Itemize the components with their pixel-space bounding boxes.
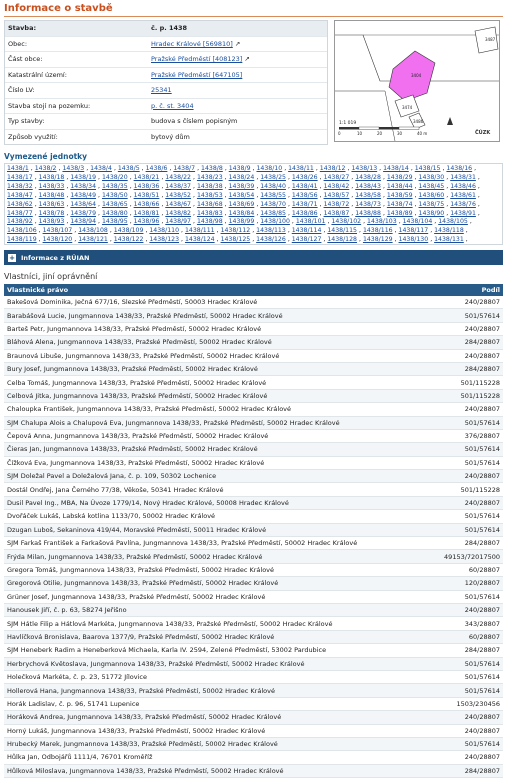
owner-share: 284/28807 (429, 362, 503, 375)
owner-name: Čížková Eva, Jungmannova 1438/33, Pražské Předměstí, 50002 Hradec Králové (4, 456, 429, 469)
unit-link[interactable]: 1438/27 (323, 173, 350, 181)
unit-link[interactable]: 1438/112 (220, 227, 251, 235)
owner-share: 1503/230456 (429, 697, 503, 710)
owner-name: Bury Josef, Jungmannova 1438/33, Pražské Předměstí, 50002 Hradec Králové (4, 362, 429, 375)
unit-link[interactable]: 1438/121 (78, 236, 108, 244)
map-scale: 1:1 019 (339, 121, 357, 126)
info-value: č. p. 1438 (151, 24, 188, 32)
owners-table (4, 284, 503, 778)
unit-link[interactable]: 1438/67 (165, 200, 191, 208)
unit-link[interactable]: 1438/34 (70, 182, 97, 190)
unit-link[interactable]: 1438/18 (38, 173, 65, 181)
unit-link[interactable]: 1438/89 (386, 209, 413, 217)
owner-name: Frýda Milan, Jungmannova 1438/33, Pražské Předměstí, 50002 Hradec Králové (4, 550, 429, 563)
unit-link[interactable]: 1438/26 (291, 173, 318, 181)
owner-name: Holečková Markéta, č. p. 23, 51772 Jílovice (4, 670, 429, 683)
unit-link[interactable]: 1438/73 (355, 200, 381, 208)
unit-link[interactable]: 1438/14 (383, 165, 409, 172)
unit-link[interactable]: 1438/46 (450, 182, 476, 190)
ruian-label: Informace z RÚIAN (21, 253, 90, 262)
owner-share: 240/28807 (429, 403, 503, 416)
table-row (4, 429, 503, 442)
table-row (4, 443, 503, 456)
table-row (4, 764, 503, 777)
table-row (4, 563, 503, 576)
map-tick: 30 (397, 131, 403, 136)
owner-name: Celbová Jitka, Jungmannova 1438/33, Pražské Předměstí, 50002 Hradec Králové (4, 389, 429, 402)
info-row-lv (5, 83, 327, 99)
unit-link[interactable]: 1438/118 (434, 227, 464, 235)
katastr-link[interactable]: Pražské Předměstí [647105] (151, 70, 243, 79)
unit-link[interactable]: 1438/119 (7, 236, 37, 244)
table-row (4, 416, 503, 429)
owner-name: Hanousek Jiří, č. p. 63, 58274 Jeřišno (4, 603, 429, 616)
unit-link[interactable]: 1438/59 (386, 191, 413, 199)
unit-link[interactable]: 1438/116 (362, 227, 393, 235)
unit-link[interactable]: 1438/49 (70, 191, 97, 199)
unit-link[interactable]: 1438/39 (228, 182, 255, 190)
owner-name: Herbrychová Květoslava, Jungmannova 1438/33, Pražské Předměstí, 50002 Hradec Králové (4, 657, 429, 670)
table-row (4, 523, 503, 536)
table-row (4, 603, 503, 616)
unit-link[interactable]: 1438/92 (7, 218, 33, 226)
info-key: Část obce: (8, 55, 43, 63)
unit-link[interactable]: 1438/31 (450, 173, 476, 181)
units-section (4, 151, 503, 245)
unit-link[interactable]: 1438/22 (165, 173, 191, 181)
unit-link[interactable]: 1438/86 (291, 209, 318, 217)
unit-link[interactable]: 1438/20 (101, 173, 128, 181)
unit-link[interactable]: 1438/93 (38, 218, 65, 226)
owner-name: Čepová Anna, Jungmannova 1438/33, Pražské Předměstí, 50002 Hradec Králové (4, 429, 429, 442)
unit-link[interactable]: 1438/25 (260, 173, 286, 181)
unit-link[interactable]: 1438/23 (196, 173, 223, 181)
map-label: 3486 (413, 119, 424, 124)
unit-link[interactable]: 1438/105 (438, 218, 468, 226)
unit-link[interactable]: 1438/83 (196, 209, 223, 217)
owner-share: 240/28807 (429, 711, 503, 724)
unit-link[interactable]: 1438/82 (165, 209, 191, 217)
unit-link[interactable]: 1438/28 (355, 173, 381, 181)
info-row-katastr (5, 68, 327, 84)
unit-link[interactable]: 1438/45 (418, 182, 445, 190)
table-row (4, 711, 503, 724)
owner-share: 240/28807 (429, 470, 503, 483)
owner-share: 501/57614 (429, 657, 503, 670)
unit-link[interactable]: 1438/21 (133, 173, 160, 181)
unit-link[interactable]: 1438/77 (7, 209, 33, 217)
owner-name: Barteš Petr, Jungmannova 1438/33, Pražské Předměstí, 50002 Hradec Králové (4, 322, 429, 335)
info-key: Způsob využití: (8, 132, 58, 141)
owner-share: 501/115228 (429, 389, 503, 402)
owner-share: 501/57614 (429, 523, 503, 536)
unit-link[interactable]: 1438/109 (113, 227, 144, 235)
owner-name: Hollerová Hana, Jungmannova 1438/33, Pražské Předměstí, 50002 Hradec Králové (4, 684, 429, 697)
unit-link[interactable]: 1438/110 (149, 227, 180, 235)
table-row (4, 496, 503, 509)
unit-link[interactable]: 1438/51 (133, 191, 160, 199)
owner-share: 60/28807 (429, 630, 503, 643)
unit-link[interactable]: 1438/76 (450, 200, 476, 208)
unit-link[interactable]: 1438/97 (165, 218, 191, 226)
owner-name: Čieras Jan, Jungmannova 1438/33, Pražské Předměstí, 50002 Hradec Králové (4, 443, 429, 456)
unit-link[interactable]: 1438/57 (323, 191, 350, 199)
unit-link[interactable]: 1438/24 (228, 173, 255, 181)
unit-link[interactable]: 1438/117 (398, 227, 429, 235)
info-row-stavba (5, 21, 327, 37)
map-label: 3404 (411, 73, 422, 78)
unit-link[interactable]: 1438/69 (228, 200, 255, 208)
owner-name: Horáková Andrea, Jungmannova 1438/33, Pražské Předměstí, 50002 Hradec Králové (4, 711, 429, 724)
unit-link[interactable]: 1438/3 (62, 165, 85, 172)
unit-link[interactable]: 1438/15 (414, 165, 441, 172)
top-section (4, 20, 503, 145)
unit-link[interactable]: 1438/87 (323, 209, 350, 217)
unit-link[interactable]: 1438/55 (260, 191, 286, 199)
owner-name: Dvořáček Lukáš, Labská kotlina 1133/70, 50002 Hradec Králové (4, 510, 429, 523)
owner-share: 240/28807 (429, 322, 503, 335)
table-row (4, 376, 503, 389)
unit-link[interactable]: 1438/123 (149, 236, 180, 244)
owner-share: 501/57614 (429, 309, 503, 322)
unit-link[interactable]: 1438/5 (117, 165, 140, 172)
unit-link[interactable]: 1438/90 (418, 209, 445, 217)
owner-share: 501/115228 (429, 376, 503, 389)
owner-share: 501/57614 (429, 416, 503, 429)
unit-link[interactable]: 1438/48 (38, 191, 65, 199)
owner-name: SJM Doležal Pavel a Doležalová Jana, č. p. 109, 50302 Lochenice (4, 470, 429, 483)
table-row (4, 510, 503, 523)
owner-name: Chaloupka František, Jungmannova 1438/33, Pražské Předměstí, 50002 Hradec Králové (4, 403, 429, 416)
owner-name: Hůlková Miloslava, Jungmannova 1438/33, Pražské Předměstí, 50002 Hradec Králové (4, 764, 429, 777)
info-row-typ (5, 114, 327, 130)
table-row (4, 322, 503, 335)
unit-link[interactable]: 1438/47 (7, 191, 33, 199)
unit-link[interactable]: 1438/7 (173, 165, 196, 172)
unit-link[interactable]: 1438/101 (295, 218, 326, 226)
table-row (4, 456, 503, 469)
unit-link[interactable]: 1438/102 (331, 218, 362, 226)
owner-share: 240/28807 (429, 496, 503, 509)
unit-link[interactable]: 1438/1 (7, 165, 29, 172)
owners-title: Vlastníci, jiní oprávnění (4, 272, 98, 281)
table-row (4, 296, 503, 309)
unit-link[interactable]: 1438/52 (165, 191, 191, 199)
unit-link[interactable]: 1438/100 (260, 218, 290, 226)
plus-icon[interactable]: + (9, 253, 15, 262)
table-row (4, 670, 503, 683)
owner-share: 49153/72017500 (429, 550, 503, 563)
unit-link[interactable]: 1438/120 (42, 236, 73, 244)
unit-link[interactable]: 1438/99 (228, 218, 255, 226)
unit-link[interactable]: 1438/122 (113, 236, 144, 244)
table-row (4, 470, 503, 483)
owner-name: Bláhová Alena, Jungmannova 1438/33, Pražské Předměstí, 50002 Hradec Králové (4, 336, 429, 349)
owner-share: 501/57614 (429, 510, 503, 523)
info-value: bytový dům (151, 132, 190, 141)
unit-link[interactable]: 1438/61 (450, 191, 476, 199)
owner-share: 284/28807 (429, 764, 503, 777)
unit-link[interactable]: 1438/54 (228, 191, 255, 199)
unit-link[interactable]: 1438/68 (196, 200, 223, 208)
map-label: 3487 (485, 37, 496, 42)
unit-link[interactable]: 1438/88 (355, 209, 381, 217)
table-row (4, 362, 503, 375)
map-tick: 10 (357, 131, 363, 136)
unit-link[interactable]: 1438/72 (323, 200, 350, 208)
table-row (4, 724, 503, 737)
owner-name: SJM Hátle Filip a Hátlová Markéta, Jungmannova 1438/33, Pražské Předměstí, 50002 Hradec Králové (4, 617, 429, 630)
owner-name: Dusil Pavel Ing., MBA, Na Úvoze 1779/14, Nový Hradec Králové, 50008 Hradec Králové (4, 496, 429, 509)
unit-link[interactable]: 1438/41 (291, 182, 318, 190)
unit-link[interactable]: 1438/96 (133, 218, 160, 226)
unit-link[interactable]: 1438/11 (288, 165, 314, 172)
owner-name: Havlíčková Bronislava, Baarova 1377/9, Pražské Předměstí, 50002 Hradec Králové (4, 630, 429, 643)
unit-link[interactable]: 1438/16 (446, 165, 473, 172)
table-row (4, 751, 503, 764)
unit-link[interactable]: 1438/12 (319, 165, 346, 172)
info-key: Katastrální území: (8, 70, 67, 79)
unit-link[interactable]: 1438/29 (386, 173, 413, 181)
owner-name: Dostál Ondřej, Jana Černého 77/38, Věkoše, 50341 Hradec Králové (4, 483, 429, 496)
page-title: Informace o stavbě (4, 3, 113, 14)
info-key: Stavba stojí na pozemku: (8, 101, 91, 110)
cast-obce-link[interactable]: Pražské Předměstí [408123] (151, 55, 243, 63)
owner-name: Horný Lukáš, Jungmannova 1438/33, Pražské Předměstí, 50002 Hradec Králové (4, 724, 429, 737)
owner-share: 343/28807 (429, 617, 503, 630)
owner-name: Gregorová Otilie, Jungmannova 1438/33, Pražské Předměstí, 50002 Hradec Králové (4, 577, 429, 590)
table-row (4, 309, 503, 322)
unit-link[interactable]: 1438/106 (7, 227, 37, 235)
unit-link[interactable]: 1438/9 (228, 165, 251, 172)
owner-share: 240/28807 (429, 349, 503, 362)
info-key: Typ stavby: (8, 117, 45, 125)
owner-name: SJM Heneberk Radim a Heneberková Michaela, Karla IV. 2594, Zelené Předměstí, 53002 Pardubice (4, 644, 429, 657)
table-row (4, 630, 503, 643)
unit-link[interactable]: 1438/33 (38, 182, 65, 190)
owner-share: 120/28807 (429, 577, 503, 590)
unit-link[interactable]: 1438/91 (450, 209, 476, 217)
owner-name: Hrubecký Marek, Jungmannova 1438/33, Pražské Předměstí, 50002 Hradec Králové (4, 737, 429, 750)
owner-share: 240/28807 (429, 751, 503, 764)
unit-link[interactable]: 1438/98 (196, 218, 223, 226)
unit-link[interactable]: 1438/6 (145, 165, 168, 172)
units-title: Vymezené jednotky (4, 152, 88, 161)
external-link-icon[interactable]: ↗ (244, 55, 250, 63)
unit-link[interactable]: 1438/35 (101, 182, 128, 190)
unit-link[interactable]: 1438/126 (256, 236, 286, 244)
owner-name: Gregora Tomáš, Jungmannova 1438/33, Pražské Předměstí, 50002 Hradec Králové (4, 563, 429, 576)
unit-link[interactable]: 1438/84 (228, 209, 255, 217)
unit-link[interactable]: 1438/56 (291, 191, 318, 199)
owner-share: 240/28807 (429, 724, 503, 737)
table-row (4, 550, 503, 563)
unit-link[interactable]: 1438/40 (260, 182, 286, 190)
owner-name: Dzugan Luboš, Sekaninova 419/44, Moravské Předměstí, 50011 Hradec Králové (4, 523, 429, 536)
units-list: 1438/1 , 1438/2 , 1438/3 , 1438/4 , 1438/5 , 1438/6 , 1438/7 , 1438/8 , 1438/9 , 1438/10 , 1438/11 , 1438/12 , 1438/13 , 1438/14 , 1438/15 , 1438/16 , 1438/17 , 1438/18 , 1438/19 , 1438/20 , 1438/21 , 1438/22 , 1438/23 , 1438/24 , 1438/25 , 1438/26 , 1438/27 , 1438/28 , 1438/29 , 1438/30 , 1438/31 , 1438/32 , 1438/33 , 1438/34 , 1438/35 , 1438/36 , 1438/37 , 1438/38 , 1438/39 , 1438/40 , 1438/41 , 1438/42 , 1438/43 , 1438/44 , 1438/45 , 1438/46 , 1438/47 , 1438/48 , 1438/49 , 1438/50 , 1438/51 , 1438/52 , 1438/53 , 1438/54 , 1438/55 , 1438/56 , 1438/57 , 1438/58 , 1438/59 , 1438/60 , 1438/61 , 1438/62 , 1438/63 , 1438/64 , 1438/65 , 1438/66 , 1438/67 , 1438/68 , 1438/69 , 1438/70 , 1438/71 , 1438/72 , 1438/73 , 1438/74 , 1438/75 , 1438/76 , 1438/77 , 1438/78 , 1438/79 , 1438/80 , 1438/81 , 1438/82 , 1438/83 , 1438/84 , 1438/85 , 1438/86 , 1438/87 , 1438/88 , 1438/89 , 1438/90 , 1438/91 , 1438/92 , 1438/93 , 1438/94 , 1438/95 , 1438/96 , 1438/97 , 1438/98 , 1438/99 , 1438/100 , 1438/101 , 1438/102 , 1438/103 , 1438/104 , 1438/105 , 1438/106 , 1438/107 , 1438/108 , 1438/109 , 1438/110 , 1438/111 , 1438/112 , 1438/113 , 1438/114 , 1438/115 , 1438/116 , 1438/117 , 1438/118 , 1438/119 , 1438/120 , 1438/121 , 1438/122 , 1438/123 , 1438/124 , 1438/125 , 1438/126 , 1438/127 , 1438/128 , 1438/129 , 1438/130 , 1438/131 , (4, 163, 503, 245)
owner-share: 501/57614 (429, 737, 503, 750)
unit-link[interactable]: 1438/114 (291, 227, 322, 235)
unit-link[interactable]: 1438/53 (196, 191, 223, 199)
unit-link[interactable]: 1438/38 (196, 182, 223, 190)
pozemek-link[interactable]: p. č. st. 3404 (151, 101, 194, 110)
col-owner-header: Vlastnické právo (4, 284, 429, 296)
ruian-toggle[interactable] (4, 250, 503, 265)
table-row (4, 737, 503, 750)
unit-link[interactable]: 1438/42 (323, 182, 350, 190)
unit-link[interactable]: 1438/63 (38, 200, 65, 208)
unit-link[interactable]: 1438/37 (165, 182, 191, 190)
owner-share: 501/57614 (429, 456, 503, 469)
unit-link[interactable]: 1438/79 (70, 209, 97, 217)
unit-link[interactable]: 1438/85 (260, 209, 286, 217)
info-key: Číslo LV: (8, 86, 35, 94)
owner-share: 240/28807 (429, 603, 503, 616)
owner-name: Grüner Josef, Jungmannova 1438/33, Pražské Předměstí, 50002 Hradec Králové (4, 590, 429, 603)
unit-link[interactable]: 1438/30 (418, 173, 445, 181)
building-info-table (4, 20, 328, 145)
unit-link[interactable]: 1438/131 (434, 236, 464, 244)
unit-link[interactable]: 1438/80 (101, 209, 128, 217)
owner-share: 501/57614 (429, 590, 503, 603)
unit-link[interactable]: 1438/95 (101, 218, 128, 226)
unit-link[interactable]: 1438/78 (38, 209, 65, 217)
unit-link[interactable]: 1438/111 (184, 227, 215, 235)
unit-link[interactable]: 1438/104 (402, 218, 433, 226)
owner-share: 60/28807 (429, 563, 503, 576)
unit-link[interactable]: 1438/74 (386, 200, 413, 208)
unit-link[interactable]: 1438/4 (90, 165, 112, 172)
map-tick: 40 m (417, 131, 428, 136)
unit-link[interactable]: 1438/36 (133, 182, 160, 190)
unit-link[interactable]: 1438/32 (7, 182, 33, 190)
map-drawing (335, 21, 499, 141)
obec-link[interactable]: Hradec Králové [569810] (151, 39, 233, 48)
unit-link[interactable]: 1438/71 (291, 200, 318, 208)
owner-share: 501/115228 (429, 483, 503, 496)
map-label: 3474 (402, 105, 413, 110)
unit-link[interactable]: 1438/94 (70, 218, 97, 226)
table-row (4, 483, 503, 496)
unit-link[interactable]: 1438/2 (34, 165, 57, 172)
unit-link[interactable]: 1438/103 (367, 218, 397, 226)
owner-name: SJM Chalupa Alois a Chalupová Eva, Jungmannova 1438/33, Pražské Předměstí, 50002 Hradec Králové (4, 416, 429, 429)
table-row (4, 590, 503, 603)
info-row-vyuziti (5, 130, 327, 145)
cuzk-logo: ČÚZK (475, 130, 491, 136)
unit-link[interactable]: 1438/64 (70, 200, 97, 208)
info-key: Stavba: (8, 24, 37, 32)
unit-link[interactable]: 1438/128 (327, 236, 357, 244)
external-link-icon[interactable]: ↗ (234, 39, 241, 48)
info-value: budova s číslem popisným (151, 117, 238, 125)
table-row (4, 349, 503, 362)
unit-link[interactable]: 1438/124 (184, 236, 215, 244)
info-key: Obec: (8, 39, 28, 48)
map-tick: 20 (377, 131, 383, 136)
info-row-cast-obce (5, 52, 327, 68)
north-arrow-icon (447, 117, 453, 125)
info-row-pozemek (5, 99, 327, 115)
owner-share: 284/28807 (429, 644, 503, 657)
owner-name: Bakešová Dominika, Ječná 677/16, Slezské Předměstí, 50003 Hradec Králové (4, 296, 429, 309)
owner-name: SJM Farkaš František a Farkašová Pavlína, Jungmannova 1438/33, Pražské Předměstí, 50002 Hradec Králové (4, 537, 429, 550)
unit-link[interactable]: 1438/125 (220, 236, 251, 244)
unit-link[interactable]: 1438/10 (256, 165, 283, 172)
table-row (4, 537, 503, 550)
map-tick: 0 (338, 131, 341, 136)
unit-link[interactable]: 1438/50 (101, 191, 128, 199)
table-row (4, 577, 503, 590)
owner-name: Braunová Libuše, Jungmannova 1438/33, Pražské Předměstí, 50002 Hradec Králové (4, 349, 429, 362)
unit-link[interactable]: 1438/70 (260, 200, 286, 208)
table-row (4, 336, 503, 349)
lv-link[interactable]: 25341 (151, 86, 172, 94)
unit-link[interactable]: 1438/13 (351, 165, 378, 172)
table-row (4, 697, 503, 710)
owner-share: 284/28807 (429, 537, 503, 550)
unit-link[interactable]: 1438/113 (256, 227, 286, 235)
cadastral-map[interactable] (334, 20, 500, 142)
unit-link[interactable]: 1438/44 (386, 182, 413, 190)
owner-name: Horák Ladislav, č. p. 96, 51741 Lupenice (4, 697, 429, 710)
unit-link[interactable]: 1438/81 (133, 209, 160, 217)
unit-link[interactable]: 1438/107 (42, 227, 73, 235)
col-share-header: Podíl (429, 284, 503, 296)
unit-link[interactable]: 1438/62 (7, 200, 33, 208)
unit-link[interactable]: 1438/17 (7, 173, 33, 181)
table-row (4, 617, 503, 630)
owner-name: Barabášová Lucie, Jungmannova 1438/33, Pražské Předměstí, 50002 Hradec Králové (4, 309, 429, 322)
owner-share: 284/28807 (429, 336, 503, 349)
unit-link[interactable]: 1438/66 (133, 200, 160, 208)
unit-link[interactable]: 1438/19 (70, 173, 97, 181)
info-row-obec (5, 37, 327, 53)
owner-share: 240/28807 (429, 296, 503, 309)
owner-share: 501/57614 (429, 670, 503, 683)
owner-share: 501/57614 (429, 684, 503, 697)
unit-link[interactable]: 1438/108 (78, 227, 108, 235)
unit-link[interactable]: 1438/127 (291, 236, 322, 244)
unit-link[interactable]: 1438/129 (362, 236, 393, 244)
table-row (4, 644, 503, 657)
unit-link[interactable]: 1438/60 (418, 191, 445, 199)
unit-link[interactable]: 1438/130 (398, 236, 429, 244)
owner-name: Celba Tomáš, Jungmannova 1438/33, Pražské Předměstí, 50002 Hradec Králové (4, 376, 429, 389)
unit-link[interactable]: 1438/43 (355, 182, 381, 190)
unit-link[interactable]: 1438/65 (101, 200, 128, 208)
unit-link[interactable]: 1438/75 (418, 200, 445, 208)
owners-header-row (4, 284, 503, 296)
owner-share: 501/57614 (429, 443, 503, 456)
unit-link[interactable]: 1438/8 (201, 165, 223, 172)
title-divider (4, 16, 503, 17)
table-row (4, 684, 503, 697)
table-row (4, 389, 503, 402)
table-row (4, 657, 503, 670)
owner-share: 376/28807 (429, 429, 503, 442)
unit-link[interactable]: 1438/115 (327, 227, 357, 235)
unit-link[interactable]: 1438/58 (355, 191, 381, 199)
owner-name: Hůlka Jan, Odbojářů 1111/4, 76701 Kroměříž (4, 751, 429, 764)
table-row (4, 403, 503, 416)
